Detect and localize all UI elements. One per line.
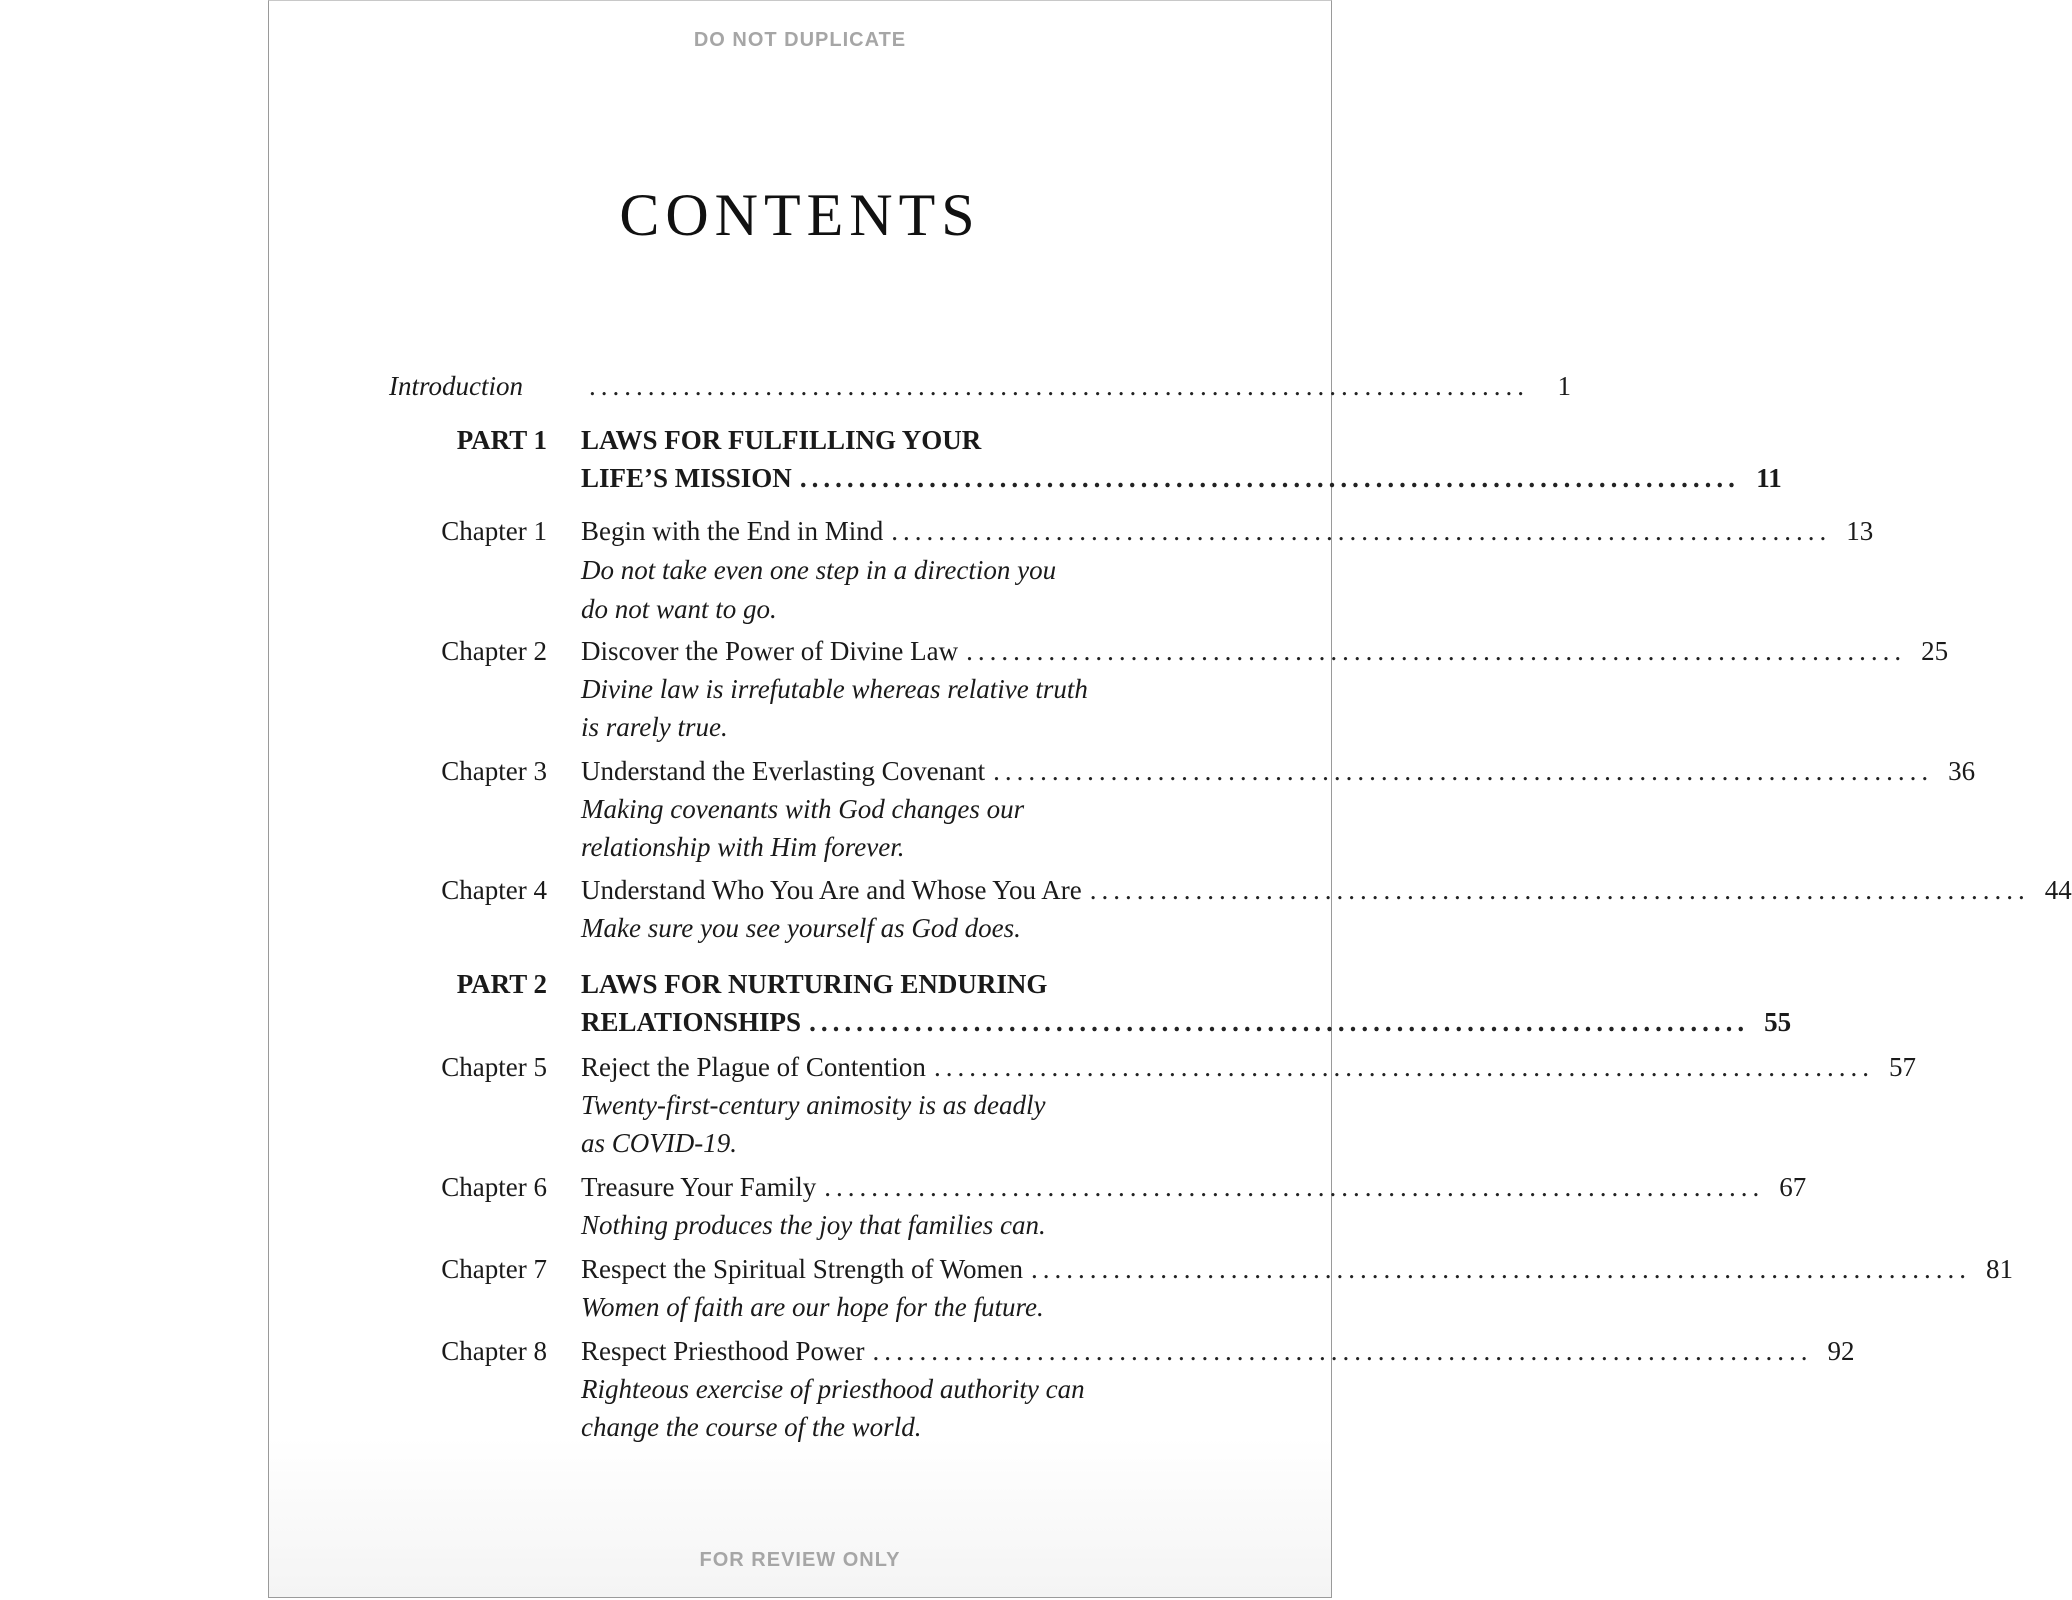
toc-ch6-entry <box>581 1168 1807 1206</box>
toc-ch4-entry <box>581 871 2072 909</box>
book-page <box>268 0 2072 1598</box>
toc-ch7-subtitle-line1: Women of faith are our hope for the future. <box>581 1292 1044 1322</box>
toc-intro-page: 1 <box>1557 371 1571 401</box>
toc-ch2-entry <box>581 632 1949 670</box>
toc-ch1-subtitle-line1: Do not take even one step in a direction you <box>581 555 1057 585</box>
toc-intro-entry <box>581 367 1571 405</box>
toc-ch8-title: Respect Priesthood Power <box>581 1336 865 1366</box>
leader-dots: ................................................................................ <box>799 463 1740 493</box>
toc-ch2-page: 25 <box>1921 636 1949 666</box>
toc-part2-entry <box>581 1003 1792 1041</box>
watermark-top: DO NOT DUPLICATE <box>693 29 907 51</box>
toc-part2-label: PART 2 <box>456 969 547 999</box>
toc-ch3-subtitle-line2: relationship with Him forever. <box>581 832 905 862</box>
toc-ch1-page: 13 <box>1846 516 1874 546</box>
toc-ch7-page: 81 <box>1986 1254 2014 1284</box>
leader-dots: ................................................................................ <box>933 1052 1874 1082</box>
toc-ch5-subtitle-line1: Twenty-first-century animosity is as deadly <box>581 1090 1046 1120</box>
toc-part1-page: 11 <box>1756 463 1782 493</box>
toc-ch8-label: Chapter 8 <box>441 1336 547 1366</box>
leader-dots: ................................................................................ <box>1089 875 2030 905</box>
toc-ch4-title: Understand Who You Are and Whose You Are <box>581 875 1082 905</box>
toc-ch5-title: Reject the Plague of Contention <box>581 1052 926 1082</box>
toc-ch8-subtitle-line2: change the course of the world. <box>581 1412 922 1442</box>
toc-ch4-page: 44 <box>2044 875 2072 905</box>
toc-part2-title-line2: RELATIONSHIPS <box>581 1007 802 1037</box>
toc-ch2-subtitle-line2: is rarely true. <box>581 712 728 742</box>
leader-dots: ................................................................................ <box>966 636 1907 666</box>
toc-ch6-subtitle-line1: Nothing produces the joy that families can. <box>581 1210 1046 1240</box>
toc-ch1-subtitle-line2: do not want to go. <box>581 594 777 624</box>
leader-dots: ................................................................................ <box>809 1007 1750 1037</box>
toc-ch8-subtitle-line1: Righteous exercise of priesthood authority can <box>581 1374 1085 1404</box>
toc-ch1-entry <box>581 512 1874 550</box>
leader-dots: ................................................................................ <box>1031 1254 1972 1284</box>
toc-ch4-subtitle-line1: Make sure you see yourself as God does. <box>581 913 1021 943</box>
toc-ch5-page: 57 <box>1888 1052 1916 1082</box>
toc-part1-entry <box>581 459 1782 497</box>
toc-ch2-subtitle-line1: Divine law is irrefutable whereas relative truth <box>581 674 1088 704</box>
toc-ch5-label: Chapter 5 <box>441 1052 547 1082</box>
toc-part1-label: PART 1 <box>456 425 547 455</box>
toc-ch6-page: 67 <box>1779 1172 1807 1202</box>
toc-part1-title-line1: LAWS FOR FULFILLING YOUR <box>581 425 982 455</box>
toc-ch3-subtitle-line1: Making covenants with God changes our <box>581 794 1025 824</box>
toc-ch3-page: 36 <box>1948 756 1976 786</box>
table-of-contents <box>269 1 2072 1599</box>
page-title: CONTENTS <box>619 182 981 248</box>
toc-ch5-subtitle-line2: as COVID-19. <box>581 1128 737 1158</box>
toc-ch3-title: Understand the Everlasting Covenant <box>581 756 986 786</box>
toc-intro-label: Introduction <box>389 371 523 401</box>
toc-part1-title-line2: LIFE’S MISSION <box>581 463 792 493</box>
toc-ch5-entry <box>581 1048 1916 1086</box>
toc-ch2-title: Discover the Power of Divine Law <box>581 636 959 666</box>
leader-dots: ................................................................................ <box>824 1172 1765 1202</box>
leader-dots: ................................................................................ <box>993 756 1934 786</box>
leader-dots: ................................................................................ <box>872 1336 1813 1366</box>
toc-ch8-page: 92 <box>1827 1336 1855 1366</box>
toc-ch7-title: Respect the Spiritual Strength of Women <box>581 1254 1024 1284</box>
toc-ch4-label: Chapter 4 <box>441 875 547 905</box>
toc-ch3-entry <box>581 752 1976 790</box>
toc-ch7-entry <box>581 1250 2014 1288</box>
toc-part2-title-line1: LAWS FOR NURTURING ENDURING <box>581 969 1048 999</box>
toc-ch6-title: Treasure Your Family <box>581 1172 817 1202</box>
watermark-bottom: FOR REVIEW ONLY <box>699 1549 901 1571</box>
leader-dots: ................................................................................ <box>589 371 1529 401</box>
toc-ch8-entry <box>581 1332 1855 1370</box>
toc-ch3-label: Chapter 3 <box>441 756 547 786</box>
leader-dots: ................................................................................ <box>891 516 1832 546</box>
toc-part2-page: 55 <box>1764 1007 1792 1037</box>
toc-ch2-label: Chapter 2 <box>441 636 547 666</box>
toc-ch1-title: Begin with the End in Mind <box>581 516 884 546</box>
toc-ch7-label: Chapter 7 <box>441 1254 547 1284</box>
toc-ch1-label: Chapter 1 <box>441 516 547 546</box>
toc-ch6-label: Chapter 6 <box>441 1172 547 1202</box>
